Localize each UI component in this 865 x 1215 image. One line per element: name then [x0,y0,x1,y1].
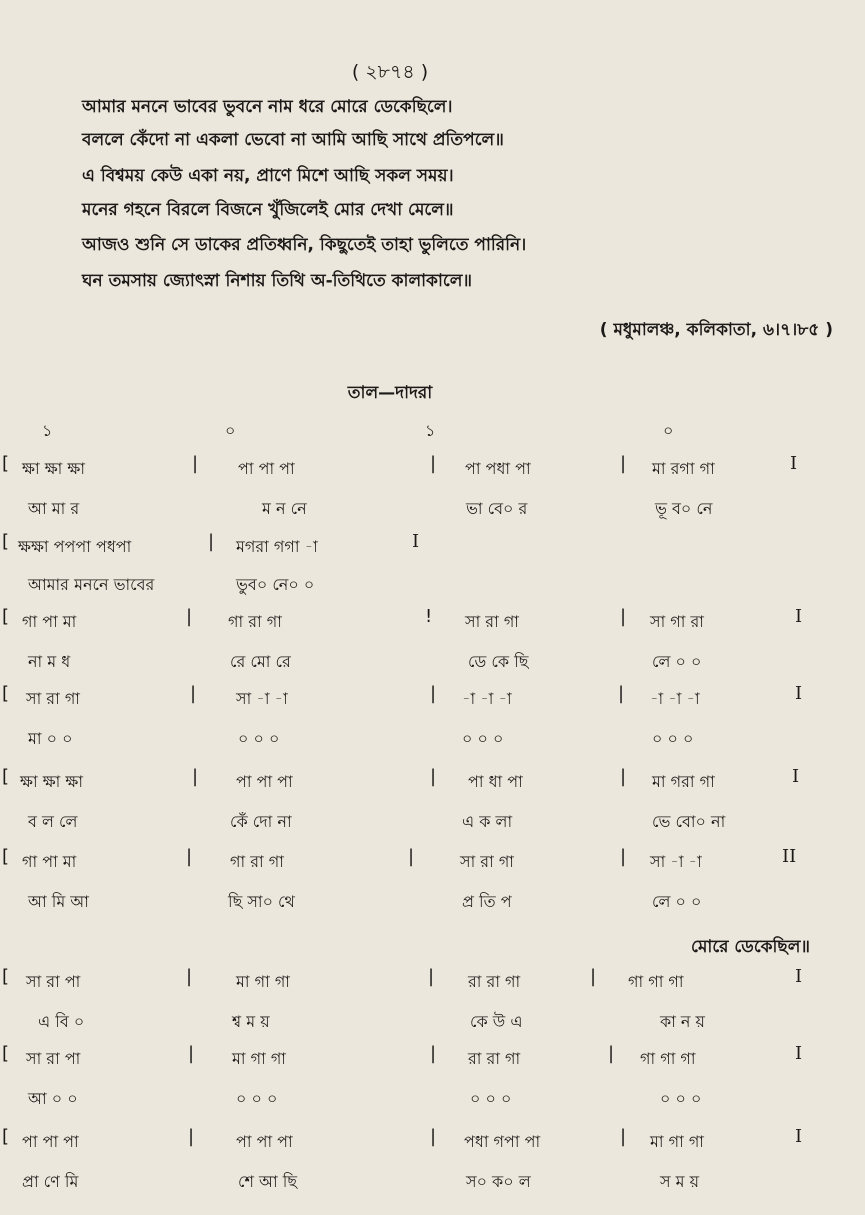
notation-cell: পধা গপা পা [464,1132,541,1151]
bar-line: | [618,683,625,704]
swara-row [0,528,865,564]
notation-cell: প্র তি প [462,892,512,911]
notation-cell: ০ ০ ০ [660,1089,702,1108]
bar-line: | [408,846,415,867]
source-citation: ( মধুমালঞ্চ, কলিকাতা, ৬।৭।৮৫ ) [599,320,833,340]
bar-line: | [428,966,435,987]
notation-cell: গা রা গা [228,612,282,631]
repeat-note: মোরে ডেকেছিল॥ [691,937,810,957]
margin-bar: [ [2,846,10,867]
lyric-syllable-row [0,1003,865,1039]
notation-cell: ক্ষক্ষা পপপা পধপা [18,537,132,556]
notation-cell: আ মি আ [28,892,89,911]
margin-bar: [ [2,766,10,787]
notation-cell: মা ০ ০ [28,729,73,748]
notation-cell: পা পা পা [236,1132,293,1151]
notation-cell: কে উ এ [470,1012,523,1031]
notation-cell: শ্ব ম য় [232,1012,270,1031]
notation-cell: মা রগা গা [652,459,715,478]
section-mark: I [795,966,803,987]
bar-line: | [608,1043,615,1064]
notation-cell: রে মো রে [230,652,291,671]
notation-cell: মা গা গা [650,1132,704,1151]
section-mark: I [412,531,420,552]
margin-bar: [ [2,453,10,474]
page-number: ( ২৮৭৪ ) [351,61,429,83]
notation-cell: ডে কে ছি [468,652,529,671]
section-mark: I [795,1126,803,1147]
notation-cell: পা পধা পা [465,459,531,478]
notation-cell: গা পা মা [22,852,77,871]
notation-cell: ছি সা০ থে [228,892,295,911]
lyric-line: এ বিশ্বময় কেউ একা নয়, প্রাণে মিশে আছি সকল সময়। [82,166,454,186]
bar-line: ! [425,606,433,627]
notation-cell: সা রা গা [460,852,514,871]
notation-cell: পা পা পা [238,459,295,478]
notation-cell: গা গা গা [628,972,684,991]
section-mark: I [792,766,800,787]
swara-row [0,843,865,879]
notation-cell: রা রা গা [468,972,521,991]
lyric-syllable-row [0,643,865,679]
notation-cell: ০ ০ ০ [470,1089,512,1108]
notation-cell: মা গা গা [236,972,290,991]
bar-line: | [430,453,437,474]
notation-cell: -া -া -া [650,689,700,708]
bar-line: | [192,453,199,474]
bar-line: | [190,683,197,704]
lyric-syllable-row [0,1163,865,1199]
notation-cell: পা পা পা [236,772,293,791]
beat-marker: ০ [225,421,236,440]
lyric-syllable-row [0,803,865,839]
bar-line: | [208,531,215,552]
swara-row [0,680,865,716]
bar-line: | [430,1126,437,1147]
bar-line: | [620,766,627,787]
swara-row [0,450,865,486]
bar-line: | [192,766,199,787]
notation-cell: সা গা রা [650,612,704,631]
beat-marker: ০ [663,421,674,440]
notation-cell: প্রা ণে মি [22,1172,79,1191]
margin-bar: [ [2,966,10,987]
notation-cell: ০ ০ ০ [236,1089,278,1108]
notation-cell: স০ ক০ ল [466,1172,531,1191]
notation-cell: আমার মননে ভাবের [28,575,155,594]
notation-cell: কেঁ দো না [230,812,292,831]
notation-cell: সা রা পা [26,972,81,991]
taal-heading: তাল—দাদরা [347,383,433,403]
bar-line: | [620,1126,627,1147]
notation-cell: ব ল লে [28,812,78,831]
notation-cell: সা -া -া [236,689,288,708]
lyric-line: মনের গহনে বিরলে বিজনে খুঁজিলেই মোর দেখা মেলে॥ [82,200,454,220]
notation-cell: ভূ ব০ নে [655,499,713,518]
margin-bar: [ [2,606,10,627]
swara-row [0,1040,865,1076]
swara-row [0,603,865,639]
swara-row [0,763,865,799]
notation-cell: সা রা গা [465,612,519,631]
notation-cell: ভা বে০ র [466,499,528,518]
notation-cell: পা ধা পা [468,772,523,791]
bar-line: | [620,846,627,867]
notation-cell: কা ন য় [660,1012,705,1031]
lyric-syllable-row [0,566,865,602]
bar-line: | [590,966,597,987]
section-mark: I [795,606,803,627]
bar-line: | [430,1043,437,1064]
beat-marker: ১ [425,421,436,440]
bar-line: | [430,766,437,787]
section-mark: I [790,453,798,474]
bar-line: | [186,606,193,627]
notation-cell: আ ০ ০ [28,1089,78,1108]
notation-cell: ০ ০ ০ [238,729,280,748]
section-mark: I [795,1043,803,1064]
lyric-line: আজও শুনি সে ডাকের প্রতিধ্বনি, কিছুতেই তাহা ভুলিতে পারিনি। [82,235,527,255]
notation-cell: ভুব০ নে০ ০ [236,575,315,594]
notation-cell: স ম য় [660,1172,700,1191]
lyric-line: বললে কেঁদো না একলা ভেবো না আমি আছি সাথে প্রতিপলে॥ [82,130,504,150]
notation-cell: সা রা পা [26,1049,81,1068]
lyric-syllable-row [0,720,865,756]
notation-cell: মগরা গগা -া [236,537,318,556]
notation-cell: গা রা গা [230,852,284,871]
margin-bar: [ [2,531,10,552]
notation-cell: ম ন নে [262,499,307,518]
bar-line: | [188,1126,195,1147]
lyric-syllable-row [0,883,865,919]
lyric-syllable-row [0,490,865,526]
notation-cell: -া -া -া [462,689,512,708]
lyric-syllable-row [0,1080,865,1116]
bar-line: | [188,1043,195,1064]
bar-line: | [186,846,193,867]
lyric-line: ঘন তমসায় জ্যোৎস্না নিশায় তিথি অ-তিথিতে কালাকালে॥ [82,271,472,291]
lyric-line: আমার মননে ভাবের ভুবনে নাম ধরে মোরে ডেকেছিলে। [82,97,453,117]
margin-bar: [ [2,1043,10,1064]
notation-cell: ক্ষা ক্ষা ক্ষা [22,459,85,478]
notation-cell: রা রা গা [468,1049,521,1068]
notation-cell: এ ক লা [462,812,513,831]
notation-cell: ক্ষা ক্ষা ক্ষা [20,772,83,791]
notation-cell: ভে বো০ না [652,812,726,831]
notation-cell: সা -া -া [650,852,702,871]
notation-cell: গা গা গা [640,1049,696,1068]
bar-line: | [620,453,627,474]
notation-cell: মা গা গা [232,1049,286,1068]
section-mark: II [782,846,797,867]
margin-bar: [ [2,1126,10,1147]
notation-cell: লে ০ ০ [652,652,702,671]
notation-cell: লে ০ ০ [652,892,702,911]
notation-cell: মা গরা গা [652,772,715,791]
swara-row [0,963,865,999]
notation-cell: না ম ধ [28,652,71,671]
bar-line: | [186,966,193,987]
notation-cell: শে আ ছি [238,1172,298,1191]
notation-cell: সা রা গা [26,689,80,708]
notation-cell: ০ ০ ০ [652,729,694,748]
beat-marker: ১ [42,421,53,440]
section-mark: I [795,683,803,704]
notation-cell: গা পা মা [22,612,77,631]
swara-row [0,1123,865,1159]
notation-cell: ০ ০ ০ [462,729,504,748]
margin-bar: [ [2,683,10,704]
bar-line: | [620,606,627,627]
notation-cell: পা পা পা [22,1132,79,1151]
bar-line: | [430,683,437,704]
notation-cell: আ মা র [28,499,80,518]
notation-cell: এ বি ০ [38,1012,85,1031]
